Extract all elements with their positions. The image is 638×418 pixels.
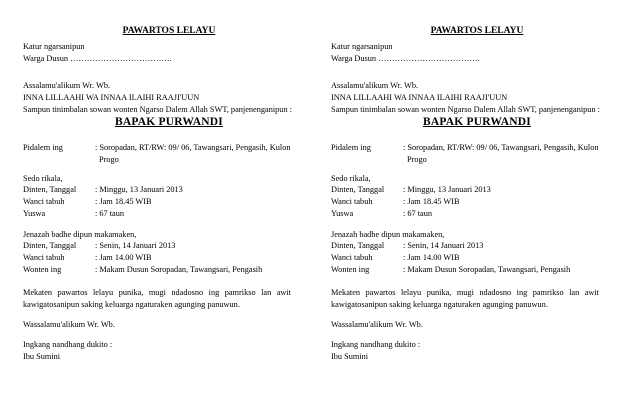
age-label: Yuswa — [331, 209, 354, 218]
burial-heading: Jenazah badhe dipun makamaken, — [23, 230, 137, 239]
burial-place: : Makam Dusun Soropadan, Tawangsari, Pengasih — [403, 265, 571, 274]
death-time-label: Wanci tabuh — [23, 197, 65, 206]
deceased-name: BAPAK PURWANDI — [115, 116, 223, 128]
age-label: Yuswa — [23, 209, 46, 218]
age-value: : 67 taun — [95, 209, 125, 218]
death-date: : Minggu, 13 Januari 2013 — [403, 185, 491, 194]
farewell: Wassalamu'alikum Wr. Wb. — [23, 320, 115, 329]
burial-time-label: Wanci tabuh — [331, 253, 373, 262]
intro-line: Sampun tinimbalan sowan wonten Ngarso Dalem Allah SWT, panjenenganipun : — [331, 105, 600, 114]
burial-place-label: Wonten ing — [331, 265, 370, 274]
closing-line-1: Mekaten pawartos lelayu punika, mugi ndadosno ing pamrikso lan awit — [23, 288, 291, 297]
notice-title: PAWARTOS LELAYU — [122, 26, 216, 36]
signer-name: Ibu Sumini — [331, 352, 369, 361]
burial-time-label: Wanci tabuh — [23, 253, 65, 262]
residence-label: Pidalem ing — [331, 143, 371, 152]
residence-value: : Soropadan, RT/RW: 09/ 06, Tawangsari, Pengasih, Kulon — [403, 143, 599, 152]
signed-label: Ingkang nandhang dukito : — [23, 340, 113, 349]
death-heading: Sedo rikala, — [331, 174, 371, 183]
intro-line: Sampun tinimbalan sowan wonten Ngarso Dalem Allah SWT, panjenenganipun : — [23, 105, 292, 114]
death-date: : Minggu, 13 Januari 2013 — [95, 185, 183, 194]
dusun-line: Warga Dusun ………………………………. — [331, 54, 480, 63]
greeting: Assalamu'alikum Wr. Wb. — [331, 81, 419, 90]
death-time: : Jam 18.45 WIB — [95, 197, 152, 206]
burial-date-label: Dinten, Tanggal — [23, 241, 77, 250]
death-date-label: Dinten, Tanggal — [23, 185, 77, 194]
burial-place: : Makam Dusun Soropadan, Tawangsari, Pengasih — [95, 265, 263, 274]
age-value: : 67 taun — [403, 209, 433, 218]
inna-line: INNA LILLAAHI WA INNAA ILAIHI RAAJI'UUN — [23, 93, 200, 102]
notice-right — [331, 0, 623, 418]
residence-value-2: Progo — [407, 155, 427, 164]
residence-label: Pidalem ing — [23, 143, 63, 152]
burial-date: : Senin, 14 Januari 2013 — [403, 241, 484, 250]
to-line: Katur ngarsanipun — [331, 42, 393, 51]
closing-line-2: kawigatosanipun saking keluarga ngaturaken agunging panuwun. — [23, 300, 240, 309]
burial-place-label: Wonten ing — [23, 265, 62, 274]
death-heading: Sedo rikala, — [23, 174, 63, 183]
dusun-line: Warga Dusun ………………………………. — [23, 54, 172, 63]
to-line: Katur ngarsanipun — [23, 42, 85, 51]
closing-line-1: Mekaten pawartos lelayu punika, mugi ndadosno ing pamrikso lan awit — [331, 288, 599, 297]
signer-name: Ibu Sumini — [23, 352, 61, 361]
notice-left — [23, 0, 315, 418]
closing-line-2: kawigatosanipun saking keluarga ngaturaken agunging panuwun. — [331, 300, 548, 309]
burial-time: : Jam 14.00 WIB — [403, 253, 460, 262]
burial-date-label: Dinten, Tanggal — [331, 241, 385, 250]
burial-heading: Jenazah badhe dipun makamaken, — [331, 230, 445, 239]
death-time: : Jam 18.45 WIB — [403, 197, 460, 206]
death-date-label: Dinten, Tanggal — [331, 185, 385, 194]
notice-title: PAWARTOS LELAYU — [430, 26, 524, 36]
residence-value-2: Progo — [99, 155, 119, 164]
inna-line: INNA LILLAAHI WA INNAA ILAIHI RAAJI'UUN — [331, 93, 508, 102]
deceased-name: BAPAK PURWANDI — [423, 116, 531, 128]
burial-time: : Jam 14.00 WIB — [95, 253, 152, 262]
residence-value: : Soropadan, RT/RW: 09/ 06, Tawangsari, Pengasih, Kulon — [95, 143, 291, 152]
burial-date: : Senin, 14 Januari 2013 — [95, 241, 176, 250]
death-time-label: Wanci tabuh — [331, 197, 373, 206]
greeting: Assalamu'alikum Wr. Wb. — [23, 81, 111, 90]
signed-label: Ingkang nandhang dukito : — [331, 340, 421, 349]
farewell: Wassalamu'alikum Wr. Wb. — [331, 320, 423, 329]
